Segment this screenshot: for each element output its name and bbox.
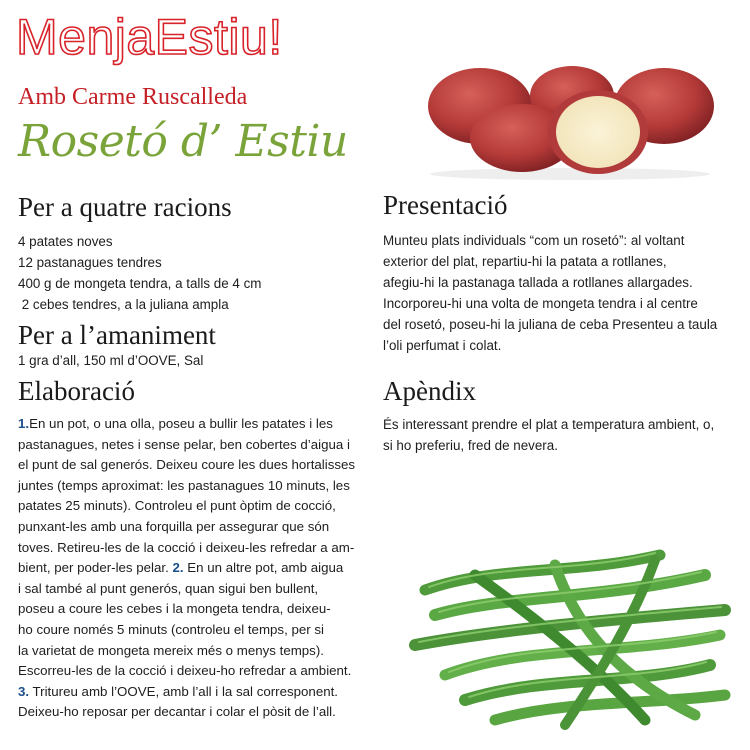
- step-line: i sal també al punt generós, quan sigui ben bullent,: [18, 580, 319, 596]
- step-number: 3.: [18, 683, 30, 699]
- step-line: Escorreu-les de la cocció i deixeu-ho refredar a ambient.: [18, 663, 352, 679]
- step-number: 1.: [18, 416, 30, 431]
- ingredients-heading: Per a quatre racions: [18, 192, 232, 222]
- elaboracio-heading: Elaboració: [18, 376, 135, 406]
- step-line: juntes (temps aproximat: les pastanagues 10 minuts, les: [18, 477, 350, 493]
- elaboracio-text: [18, 414, 355, 723]
- step-line: la varietat de mongeta mereix més o menys temps).: [18, 642, 324, 658]
- step-line: Deixeu-ho reposar per decantar i colar el pòsit de l’all.: [18, 704, 336, 720]
- ingredient-item: 4 patates noves: [18, 234, 113, 249]
- step-line: 3. Tritureu amb l’OOVE, amb l’all i la sal corresponent.: [18, 683, 338, 699]
- green-beans-photo: [405, 535, 740, 735]
- ingredient-item: 400 g de mongeta tendra, a talls de 4 cm: [18, 276, 262, 291]
- dressing-heading: Per a l’amaniment: [18, 320, 216, 350]
- dressing-text: 1 gra d’all, 150 ml d’OOVE, Sal: [18, 353, 204, 368]
- apendix-text: És interessant prendre el plat a temperatura ambient, o, si ho preferiu, fred de nevera.: [383, 417, 715, 453]
- step-line: ho coure només 5 minuts (controleu el temps, per si: [18, 621, 324, 637]
- step-line: bient, per poder-les pelar. 2. En un altre pot, amb aigua: [18, 560, 344, 576]
- step-line: punxant-les amb una forquilla per assegurar que són: [18, 518, 330, 534]
- step-line: el punt de sal generós. Deixeu coure les dues hortalisses: [18, 457, 356, 473]
- step-line: 1.En un pot, o una olla, poseu a bullir les patates i les: [18, 416, 333, 431]
- presentacio-heading: Presentació: [383, 190, 508, 220]
- step-line: poseu a coure les cebes i la mongeta tendra, deixeu-: [18, 601, 331, 617]
- step-line: toves. Retireu-les de la cocció i deixeu-les refredar a am-: [18, 539, 355, 555]
- ingredient-item: 2 cebes tendres, a la juliana ampla: [18, 297, 229, 312]
- brand-logo-text: MenjaEstiu!: [16, 9, 283, 65]
- author-line: Amb Carme Ruscalleda: [18, 84, 248, 110]
- ingredient-item: 12 pastanagues tendres: [18, 255, 162, 270]
- ingredients-list: [18, 231, 261, 315]
- presentacio-text: Munteu plats individuals “com un rosetó”: al voltant exterior del plat, repartiu-hi la patata a rotllanes, afegiu-hi la pastanaga tallada a rotllanes allargades. Incorporeu-hi una volta de mongeta tendra i al centre del rosetó, poseu-hi la juliana de ceba Presenteu a taula l’oli perfumat i colat.: [383, 233, 718, 353]
- step-line: patates 25 minuts). Controleu el punt òptim de cocció,: [18, 498, 336, 514]
- step-line: pastanagues, netes i sense pelar, ben cobertes d’aigua i: [18, 436, 350, 452]
- recipe-title: Rosetó d’ Estiu: [18, 116, 348, 167]
- apendix-heading: Apèndix: [383, 376, 476, 406]
- step-number: 2.: [172, 560, 184, 576]
- red-potatoes-photo: [420, 62, 720, 182]
